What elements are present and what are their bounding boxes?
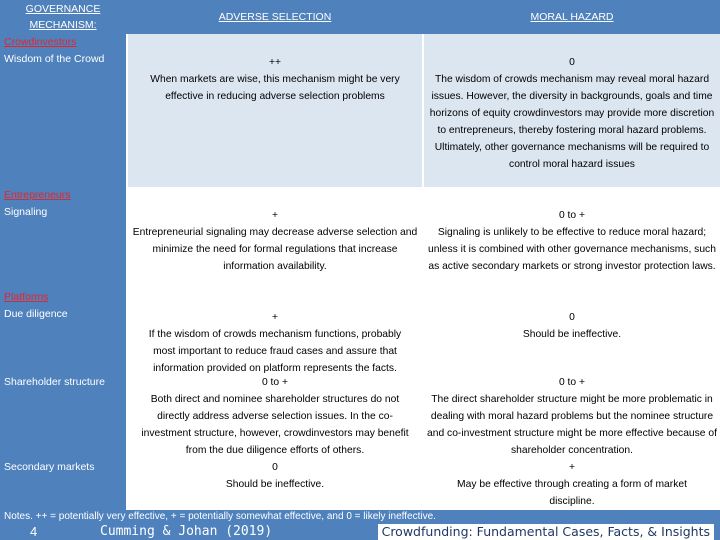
moral-cell bbox=[424, 51, 720, 187]
adverse-cell bbox=[128, 306, 422, 374]
mechanism-cell bbox=[0, 459, 126, 510]
adverse-rating: + bbox=[271, 210, 278, 221]
category-filler bbox=[128, 34, 422, 51]
mechanism-label: Due diligence bbox=[4, 308, 68, 320]
table-row bbox=[0, 374, 720, 459]
adverse-cell bbox=[128, 459, 422, 510]
moral-rating: + bbox=[568, 462, 575, 473]
category-cell bbox=[0, 187, 126, 204]
mechanism-cell bbox=[0, 51, 126, 187]
category-cell bbox=[0, 34, 126, 51]
footer-authors: Cumming & Johan (2019) bbox=[100, 524, 273, 539]
mechanism-label: Wisdom of the Crowd bbox=[4, 53, 105, 65]
moral-cell bbox=[424, 306, 720, 374]
adverse-text: When markets are wise, this mechanism might be very effective in reducing adverse selection problems bbox=[150, 74, 400, 102]
moral-cell bbox=[424, 204, 720, 289]
moral-text: The wisdom of crowds mechanism may reveal moral hazard issues. However, the diversity in backgrounds, goals and time horizons of equity crowdinvestors may provide more discretion to entrepreneurs, thereby fostering moral hazard problems. Ultimately, other governance mechanisms will be required to control moral hazard issues bbox=[429, 74, 715, 170]
adverse-text: Entrepreneurial signaling may decrease adverse selection and minimize the need for formal regulations that increase information availability. bbox=[132, 227, 418, 272]
moral-rating: 0 bbox=[569, 312, 575, 323]
moral-text: May be effective through creating a form of market discipline. bbox=[457, 479, 687, 507]
category-row-crowdinvestors bbox=[0, 34, 720, 51]
adverse-cell bbox=[128, 204, 422, 289]
moral-rating: 0 to + bbox=[558, 210, 586, 221]
header-cell-moral bbox=[424, 0, 720, 34]
adverse-text: Both direct and nominee shareholder structures do not directly address adverse selection issues. In the co-investment structure, however, crowdinvestors may benefit from the due diligence efforts of others. bbox=[141, 394, 409, 456]
category-filler bbox=[424, 34, 720, 51]
adverse-rating: ++ bbox=[268, 57, 282, 68]
adverse-text: If the wisdom of crowds mechanism functions, probably most important to reduce fraud cases and assure that information provided on platform represents the facts. bbox=[148, 329, 402, 374]
header-cell-adverse bbox=[128, 0, 422, 34]
adverse-cell bbox=[128, 51, 422, 187]
moral-rating: 0 bbox=[569, 57, 575, 68]
table-row bbox=[0, 459, 720, 510]
category-filler bbox=[424, 289, 720, 306]
category-filler bbox=[128, 289, 422, 306]
mechanism-cell bbox=[0, 374, 126, 459]
mechanism-label: Secondary markets bbox=[4, 461, 95, 473]
mechanism-label: Signaling bbox=[4, 206, 48, 218]
adverse-rating: 0 to + bbox=[261, 377, 289, 388]
mechanism-cell bbox=[0, 306, 126, 374]
adverse-cell bbox=[128, 374, 422, 459]
moral-cell bbox=[424, 374, 720, 459]
header-cell-mechanism bbox=[0, 0, 126, 34]
adverse-rating: + bbox=[271, 312, 278, 323]
category-label: Platforms bbox=[4, 291, 49, 303]
category-row-entrepreneurs bbox=[0, 187, 720, 204]
moral-cell bbox=[424, 459, 720, 510]
footer-book-title: Crowdfunding: Fundamental Cases, Facts, & Insights bbox=[378, 524, 714, 540]
table-header-row bbox=[0, 0, 720, 34]
page-number: 4 bbox=[30, 524, 38, 539]
table-row bbox=[0, 51, 720, 187]
table-row bbox=[0, 204, 720, 289]
mechanism-label: Shareholder structure bbox=[4, 376, 105, 388]
mechanism-cell bbox=[0, 204, 126, 289]
adverse-text: Should be ineffective. bbox=[225, 479, 325, 490]
table-row bbox=[0, 306, 720, 374]
moral-text: The direct shareholder structure might be more problematic in dealing with moral hazard problems but the nominee structure and co-investment structure might be more effective because of shareholder concentration. bbox=[427, 394, 717, 456]
moral-text: Signaling is unlikely to be effective to reduce moral hazard; unless it is combined with other governance mechanisms, such as active secondary markets or strong investor protection laws. bbox=[428, 227, 716, 272]
moral-text: Should be ineffective. bbox=[522, 329, 622, 340]
category-label: Entrepreneurs bbox=[4, 189, 71, 201]
category-filler bbox=[424, 187, 720, 204]
moral-rating: 0 to + bbox=[558, 377, 586, 388]
adverse-rating: 0 bbox=[272, 462, 278, 473]
header-moral-label: MORAL HAZARD bbox=[530, 11, 614, 23]
header-adverse-label: ADVERSE SELECTION bbox=[218, 11, 332, 23]
table-notes: Notes. ++ = potentially very effective, + = potentially somewhat effective, and 0 = likely ineffective. bbox=[0, 510, 720, 523]
slide-footer bbox=[0, 523, 720, 540]
category-cell bbox=[0, 289, 126, 306]
category-label: Crowdinvestors bbox=[0, 34, 126, 51]
category-row-platforms bbox=[0, 289, 720, 306]
header-mechanism-label: GOVERNANCE MECHANISM: bbox=[25, 3, 101, 31]
category-filler bbox=[128, 187, 422, 204]
